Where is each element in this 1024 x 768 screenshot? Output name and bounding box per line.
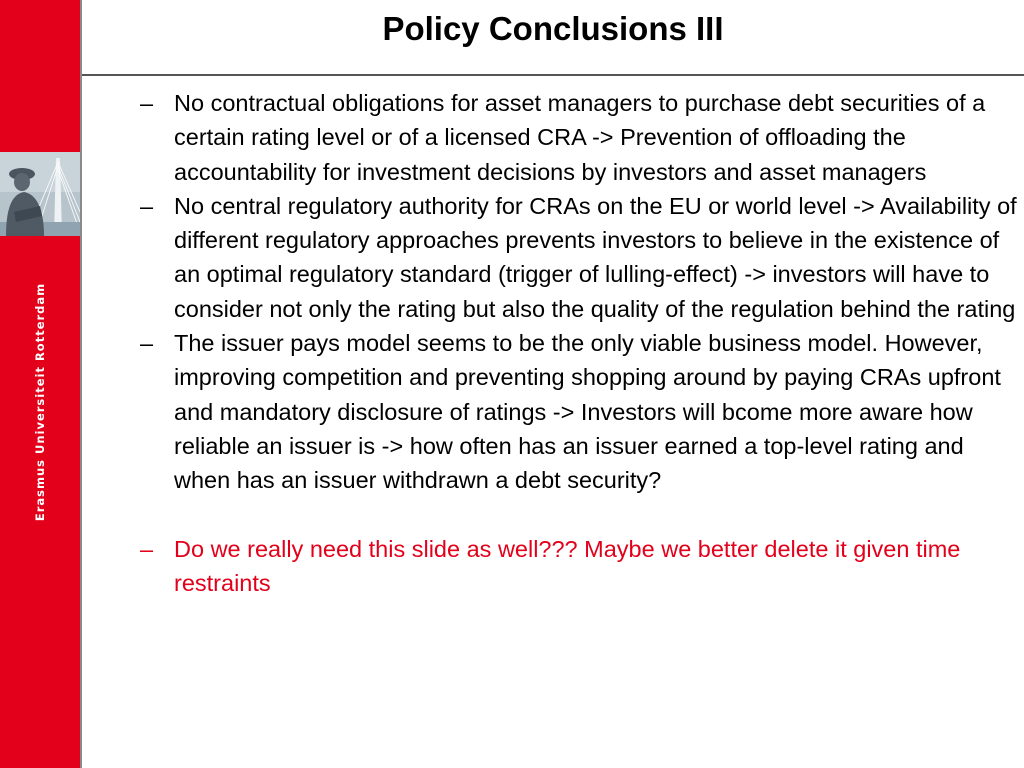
bullet-item [140,86,1020,189]
bullet-item [140,189,1020,326]
sidebar-divider [80,0,82,768]
bullet-text: No central regulatory authority for CRAs on the EU or world level -> Availability of different regulatory approaches prevents investors to believe in the existence of an optimal regulatory standard (trigger of lulling-effect) -> investors will have to consider not only the rating but also the quality of the regulation behind the rating [174,192,1017,322]
dash-bullet: – [140,535,154,562]
sidebar [0,0,80,768]
bullet-list [140,86,1020,600]
title-box [82,0,1024,76]
dash-bullet: – [140,192,154,219]
brand-label: Erasmus Universiteit Rotterdam [33,282,47,522]
bullet-item-highlight [140,532,1020,601]
bullet-item [140,326,1020,497]
bullet-text: Do we really need this slide as well??? Maybe we better delete it given time restraints [174,535,961,596]
slide-title: Policy Conclusions III [382,10,724,47]
erasmus-logo-icon [0,152,80,236]
dash-bullet: – [140,90,154,116]
bullet-text: No contractual obligations for asset managers to purchase debt securities of a certain rating level or of a licensed CRA -> Prevention of offloading the accountability for investment decisions by investors and asset managers [174,90,986,185]
bullet-text: The issuer pays model seems to be the only viable business model. However, improving competition and preventing shopping around by paying CRAs upfront and mandatory disclosure of ratings -> Investors will bcome more aware how reliable an issuer is -> how often has an issuer earned a top-level rating and when has an issuer withdrawn a debt security? [174,330,1001,494]
dash-bullet: – [140,330,154,357]
